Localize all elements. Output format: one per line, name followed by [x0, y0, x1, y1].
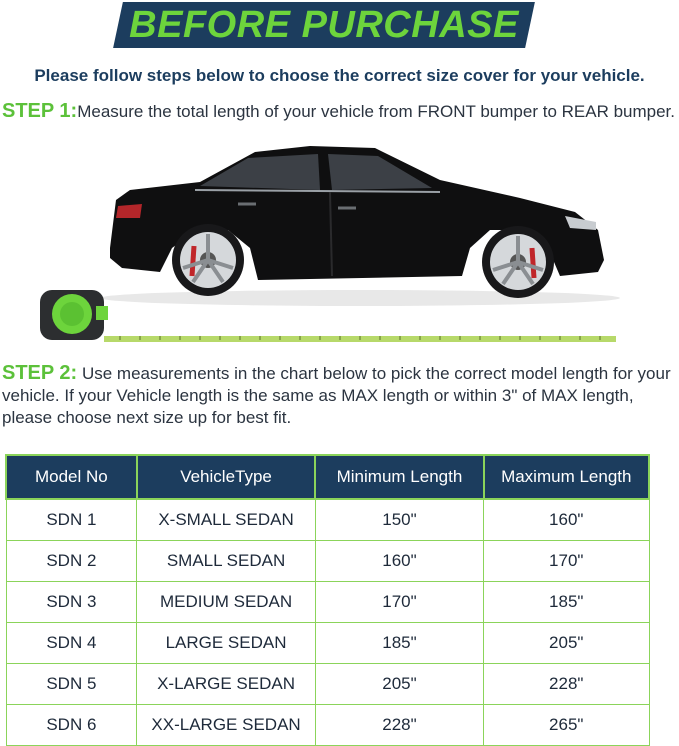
page-title: BEFORE PURCHASE: [129, 4, 519, 46]
max-length-cell: 228": [484, 664, 649, 705]
model-cell: SDN 3: [6, 582, 137, 623]
max-length-cell: 185": [484, 582, 649, 623]
type-cell: LARGE SEDAN: [137, 623, 316, 664]
max-length-cell: 265": [484, 705, 649, 746]
table-row: [6, 705, 649, 746]
max-length-cell: 205": [484, 623, 649, 664]
table-row: [6, 664, 649, 705]
intro-text: Please follow steps below to choose the correct size cover for your vehicle.: [34, 66, 645, 85]
min-length-cell: 160": [315, 541, 483, 582]
table-row: [6, 582, 649, 623]
sedan-car-illustration: [0, 130, 679, 350]
min-length-cell: 150": [315, 499, 483, 541]
header-model-no: Model No: [6, 455, 137, 499]
type-cell: SMALL SEDAN: [137, 541, 316, 582]
type-cell: XX-LARGE SEDAN: [137, 705, 316, 746]
max-length-cell: 160": [484, 499, 649, 541]
header-max-length: Maximum Length: [484, 455, 649, 499]
step-2: [2, 362, 672, 429]
step-1: [2, 100, 675, 123]
model-cell: SDN 1: [6, 499, 137, 541]
model-cell: SDN 5: [6, 664, 137, 705]
model-cell: SDN 4: [6, 623, 137, 664]
car-measure-illustration: [0, 130, 679, 350]
min-length-cell: 170": [315, 582, 483, 623]
min-length-cell: 185": [315, 623, 483, 664]
step-1-label: STEP 1:: [2, 100, 78, 122]
min-length-cell: 228": [315, 705, 483, 746]
step-2-text: Use measurements in the chart below to pick the correct model length for your vehicle. If your Vehicle length is the same as MAX length or within 3" of MAX length, please choose next size up for best fit.: [2, 364, 671, 427]
type-cell: X-SMALL SEDAN: [137, 499, 316, 541]
step-1-text: Measure the total length of your vehicle from FRONT bumper to REAR bumper.: [77, 102, 675, 121]
table-row: [6, 499, 649, 541]
size-chart-table: [5, 454, 650, 746]
header-min-length: Minimum Length: [315, 455, 483, 499]
model-cell: SDN 2: [6, 541, 137, 582]
min-length-cell: 205": [315, 664, 483, 705]
model-cell: SDN 6: [6, 705, 137, 746]
type-cell: X-LARGE SEDAN: [137, 664, 316, 705]
max-length-cell: 170": [484, 541, 649, 582]
step-2-label: STEP 2:: [2, 362, 78, 384]
type-cell: MEDIUM SEDAN: [137, 582, 316, 623]
table-header-row: [6, 455, 649, 499]
header-vehicle-type: VehicleType: [137, 455, 316, 499]
table-row: [6, 541, 649, 582]
table-row: [6, 623, 649, 664]
